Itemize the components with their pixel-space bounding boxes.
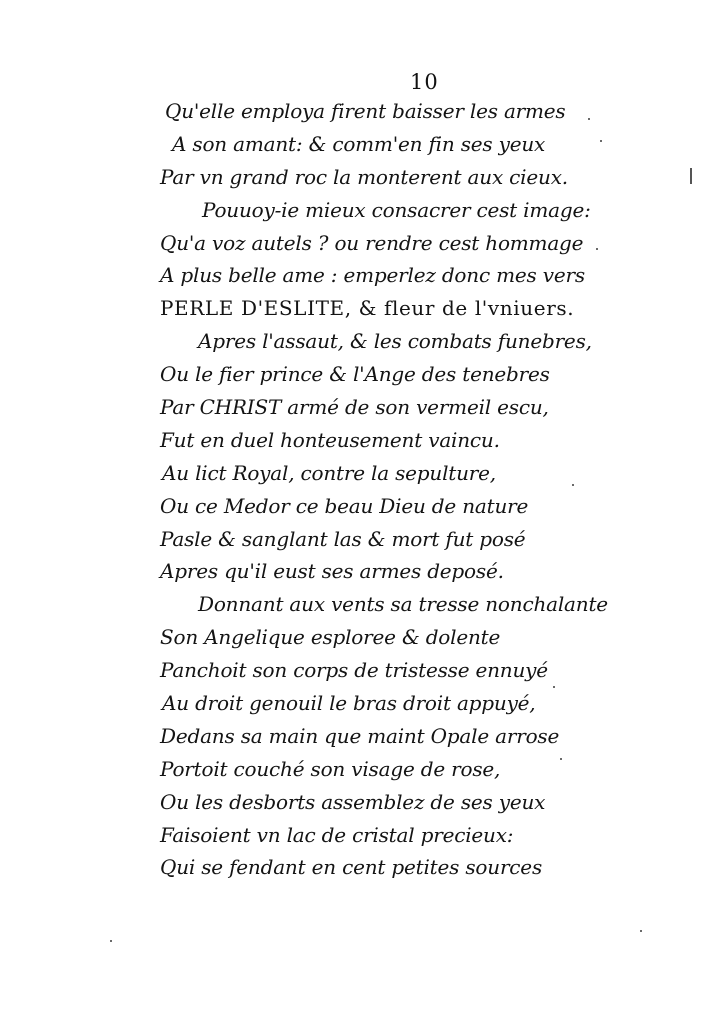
poem-line: Portoit couché son visage de rose, — [160, 756, 501, 781]
poem-line: Fut en duel honteusement vaincu. — [160, 427, 500, 452]
poem-line: Pasle & sanglant las & mort fut posé — [160, 526, 526, 551]
poem-line: Panchoit son corps de tristesse ennuyé — [160, 658, 548, 683]
poem-line: Qu'elle employa firent baisser les armes — [165, 99, 566, 123]
poem-line: A son amant: & comm'en fin ses yeux — [172, 131, 546, 156]
ink-speck — [560, 758, 562, 760]
page-number: 10 — [410, 70, 439, 94]
ink-speck — [588, 118, 590, 120]
poem-line: Son Angelique esploree & dolente — [160, 625, 501, 650]
margin-mark — [690, 168, 692, 184]
poem-line: Dedans sa main que maint Opale arrose — [160, 723, 560, 748]
poem-line: Par vn grand roc la monterent aux cieux. — [160, 164, 568, 189]
poem-line: Ou les desborts assemblez de ses yeux — [160, 789, 546, 814]
poem-line: Qui se fendant en cent petites sources — [160, 855, 543, 880]
ink-speck — [110, 940, 112, 942]
poem-line: Au lict Royal, contre la sepulture, — [162, 460, 496, 485]
poem-line: Donnant aux vents sa tresse nonchalante — [198, 592, 608, 617]
ink-speck — [553, 686, 555, 688]
poem-line: Apres l'assaut, & les combats funebres, — [198, 329, 592, 354]
ink-speck — [572, 484, 574, 486]
poem-line: Par CHRIST armé de son vermeil escu, — [160, 395, 549, 420]
poem-line: Au droit genouil le bras droit appuyé, — [162, 691, 536, 716]
poem-line: Faisoient vn lac de cristal precieux: — [160, 822, 514, 847]
poem-line: Pouuoy-ie mieux consacrer cest image: — [202, 197, 591, 222]
poem-line: A plus belle ame : emperlez donc mes vers — [160, 263, 585, 288]
poem-line: Ou ce Medor ce beau Dieu de nature — [160, 493, 529, 518]
poem-line: Qu'a voz autels ? ou rendre cest hommage — [160, 230, 584, 255]
ink-speck — [596, 248, 598, 250]
ink-speck — [600, 140, 602, 142]
poem-text — [0, 95, 724, 884]
ink-speck — [640, 930, 642, 932]
poem-line: Ou le fier prince & l'Ange des tenebres — [160, 362, 550, 387]
poem-line: Apres qu'il eust ses armes deposé. — [160, 559, 504, 584]
poem-line: PERLE D'ESLITE, & fleur de l'vniuers. — [160, 296, 575, 321]
